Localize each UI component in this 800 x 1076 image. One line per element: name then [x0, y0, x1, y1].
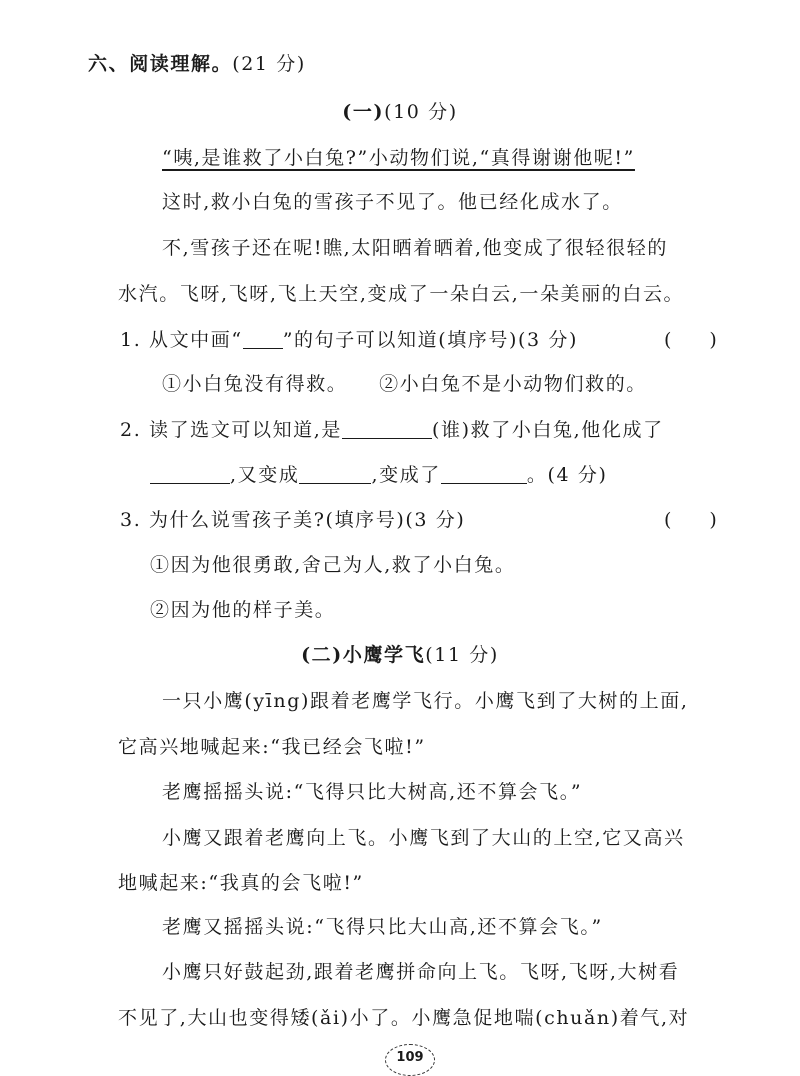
q1-underline-mark	[243, 328, 283, 349]
section-heading: 六、阅读理解。(21 分)	[88, 53, 306, 75]
passage2-line-3: 老鹰摇摇头说:“飞得只比大树高,还不算会飞。”	[162, 781, 583, 803]
question-3-option-2: ②因为他的样子美。	[150, 599, 336, 621]
question-1-options: ①小白兔没有得救。 ②小白兔不是小动物们救的。	[162, 373, 647, 395]
passage2-line-8: 不见了,大山也变得矮(ǎi)小了。小鹰急促地喘(chuǎn)着气,对	[118, 1007, 690, 1029]
q2-blank-who[interactable]	[342, 418, 432, 439]
question-3-option-1: ①因为他很勇敢,舍己为人,救了小白兔。	[150, 554, 516, 576]
passage1-paragraph-2: 这时,救小白兔的雪孩子不见了。他已经化成水了。	[162, 191, 623, 213]
question-2-line2: ,又变成 ,变成了 。(4 分)	[150, 462, 607, 488]
passage2-line-1: 一只小鹰(yīng)跟着老鹰学飞行。小鹰飞到了大树的上面,	[162, 690, 689, 712]
passage2-line-2: 它高兴地喊起来:“我已经会飞啦!”	[118, 736, 426, 758]
passage2-line-6: 老鹰又摇摇头说:“飞得只比大山高,还不算会飞。”	[162, 916, 603, 938]
passage2-line-4: 小鹰又跟着老鹰向上飞。小鹰飞到了大山的上空,它又高兴	[162, 827, 685, 849]
question-2-line1: 2. 读了选文可以知道,是 (谁)救了小白兔,他化成了	[120, 419, 664, 441]
passage2-line-5: 地喊起来:“我真的会飞啦!”	[118, 872, 364, 894]
passage2-title: (二)小鹰学飞(11 分)	[301, 644, 499, 666]
q3-answer-box[interactable]: ( )	[664, 509, 717, 531]
page-number: 109	[385, 1044, 435, 1076]
q2-blank-turned-into[interactable]	[150, 463, 230, 484]
question-3: 3. 为什么说雪孩子美?(填序号)(3 分)	[120, 509, 466, 531]
passage1-paragraph-3-line2: 水汽。飞呀,飞呀,飞上天空,变成了一朵白云,一朵美丽的白云。	[118, 283, 685, 305]
q2-blank-finally-became[interactable]	[441, 463, 527, 484]
passage1-underlined-sentence: “咦,是谁救了小白兔?”小动物们说,“真得谢谢他呢!”	[162, 147, 635, 169]
q1-answer-box[interactable]: ( )	[664, 329, 717, 351]
passage2-line-7: 小鹰只好鼓起劲,跟着老鹰拼命向上飞。飞呀,飞呀,大树看	[162, 961, 680, 983]
passage1-paragraph-3-line1: 不,雪孩子还在呢!瞧,太阳晒着晒着,他变成了很轻很轻的	[162, 237, 668, 259]
passage1-title: (一)(10 分)	[342, 101, 458, 123]
q2-blank-then-became[interactable]	[299, 463, 371, 484]
question-1: 1. 从文中画“ ”的句子可以知道(填序号)(3 分)	[120, 329, 578, 351]
